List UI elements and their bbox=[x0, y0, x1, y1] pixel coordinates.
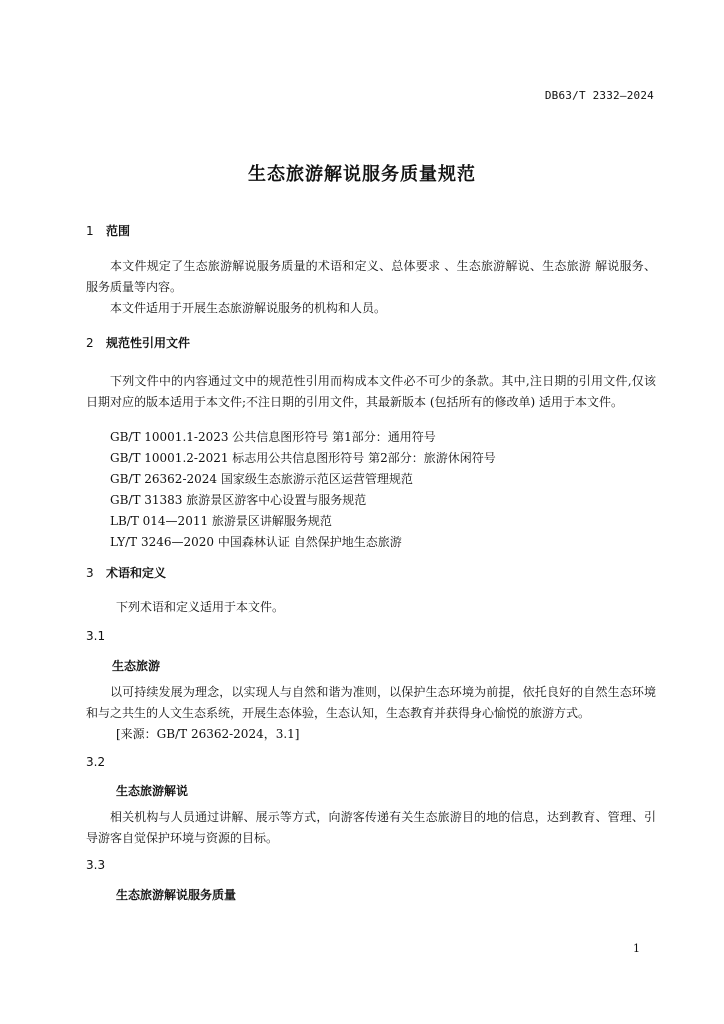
references-intro: 下列文件中的内容通过文中的规范性引用而构成本文件必不可少的条款。其中,注日期的引用文件,仅该日期对应的版本适用于本文件;不注日期的引用文件，其最新版本 (包括所有的修改单) 适用于本文件。 bbox=[86, 374, 656, 409]
term-definition: 相关机构与人员通过讲解、展示等方式，向游客传递有关生态旅游目的地的信息，达到教育、管理、引导游客自觉保护环境与资源的目标。 bbox=[86, 810, 656, 845]
section-3-heading bbox=[86, 564, 166, 581]
section-1-heading bbox=[86, 222, 130, 239]
page-number: 1 bbox=[633, 942, 640, 955]
reference-item: GB/T 31383 旅游景区游客中心设置与服务规范 bbox=[110, 493, 367, 507]
section-number: 2 bbox=[86, 336, 94, 350]
section-number: 1 bbox=[86, 224, 94, 238]
term-definition: 以可持续发展为理念，以实现人与自然和谐为准则，以保护生态环境为前提，依托良好的自然生态环境和与之共生的人文生态系统，开展生态体验，生态认知，生态教育并获得身心愉悦的旅游方式。 bbox=[86, 685, 656, 720]
term-number: 3.3 bbox=[86, 858, 106, 872]
term-name: 生态旅游解说 bbox=[116, 784, 189, 798]
section-number: 3 bbox=[86, 566, 94, 580]
reference-item: LB/T 014—2011 旅游景区讲解服务规范 bbox=[110, 514, 332, 528]
scope-paragraph-2: 本文件适用于开展生态旅游解说服务的机构和人员。 bbox=[110, 301, 387, 315]
term-source: [来源：GB/T 26362-2024，3.1] bbox=[116, 727, 300, 741]
section-title: 范围 bbox=[106, 224, 131, 238]
term-name: 生态旅游 bbox=[112, 659, 161, 673]
section-title: 规范性引用文件 bbox=[106, 336, 191, 350]
standard-number: DB63/T 2332—2024 bbox=[544, 89, 654, 102]
reference-item: GB/T 26362-2024 国家级生态旅游示范区运营管理规范 bbox=[110, 472, 413, 486]
reference-item: LY/T 3246—2020 中国森林认证 自然保护地生态旅游 bbox=[110, 535, 402, 549]
document-title: 生态旅游解说服务质量规范 bbox=[248, 164, 476, 185]
term-number: 3.2 bbox=[86, 755, 106, 769]
term-number: 3.1 bbox=[86, 629, 106, 643]
scope-paragraph-1: 本文件规定了生态旅游解说服务质量的术语和定义、总体要求 、生态旅游解说、生态旅游 解说服务、服务质量等内容。 bbox=[86, 259, 656, 294]
reference-item: GB/T 10001.1-2023 公共信息图形符号 第1部分：通用符号 bbox=[110, 430, 436, 444]
terms-intro: 下列术语和定义适用于本文件。 bbox=[116, 600, 285, 614]
term-name: 生态旅游解说服务质量 bbox=[116, 888, 237, 902]
section-title: 术语和定义 bbox=[106, 566, 167, 580]
reference-item: GB/T 10001.2-2021 标志用公共信息图形符号 第2部分：旅游休闲符号 bbox=[110, 451, 496, 465]
section-2-heading bbox=[86, 334, 190, 351]
